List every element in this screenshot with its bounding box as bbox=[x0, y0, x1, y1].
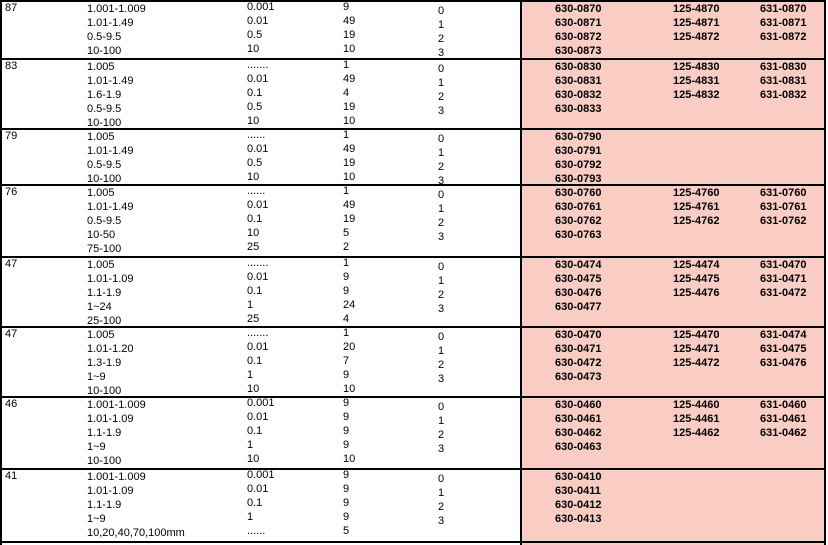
code-a-list bbox=[555, 60, 602, 116]
count-list-value: 10 bbox=[343, 115, 356, 127]
resolution-list-value: 10 bbox=[247, 227, 260, 239]
count-list-value: 9 bbox=[343, 369, 350, 381]
count-list-value: 49 bbox=[343, 143, 356, 155]
code-b-list-value: 125-4460 bbox=[673, 399, 720, 411]
code-a-list bbox=[555, 186, 602, 242]
range-list-value: 1.005 bbox=[87, 259, 115, 271]
resolution-list-value: 10 bbox=[247, 171, 260, 183]
count-list-value: 10 bbox=[343, 43, 356, 55]
code-c-list-value: 631-0830 bbox=[760, 61, 807, 73]
code-a-list-value: 630-0473 bbox=[555, 371, 602, 383]
count-list-value: 1 bbox=[343, 185, 350, 197]
range-list-value: 0.5-9.5 bbox=[87, 215, 122, 227]
resolution-list-value: 0.1 bbox=[247, 425, 263, 437]
code-a-list-value: 630-0471 bbox=[555, 343, 602, 355]
index-list-value: 0 bbox=[438, 133, 445, 145]
count-list-value: 10 bbox=[343, 453, 356, 465]
code-b-list-value: 125-4832 bbox=[673, 89, 720, 101]
resolution-list-value: 0.001 bbox=[247, 469, 275, 481]
code-a-list-value: 630-0412 bbox=[555, 499, 602, 511]
code-a-list-value: 630-0793 bbox=[555, 173, 602, 185]
index-list-value: 2 bbox=[438, 161, 445, 173]
index-list-value: 3 bbox=[438, 105, 445, 117]
count-list-value: 24 bbox=[343, 299, 356, 311]
range-list-value: 10-100 bbox=[87, 117, 122, 129]
range-list-value: 1.01-1.49 bbox=[87, 17, 134, 29]
code-a-list-value: 630-0870 bbox=[555, 3, 602, 15]
index-list-value: 0 bbox=[438, 401, 445, 413]
count-list-value: 9 bbox=[343, 425, 350, 437]
range-list-value: 1.6-1.9 bbox=[87, 89, 122, 101]
range-list-value: 0.5-9.5 bbox=[87, 159, 122, 171]
range-list-value: 1~9 bbox=[87, 371, 106, 383]
resolution-list bbox=[247, 58, 268, 128]
count-list bbox=[343, 0, 355, 56]
resolution-list-value: 1 bbox=[247, 369, 254, 381]
range-list-value: 0.5-9.5 bbox=[87, 31, 122, 43]
code-a-list-value: 630-0763 bbox=[555, 229, 602, 241]
resolution-list bbox=[247, 326, 268, 396]
code-a-list-value: 630-0831 bbox=[555, 75, 602, 87]
count-list bbox=[343, 58, 355, 128]
table-row bbox=[0, 468, 828, 543]
range-list-value: 75-100 bbox=[87, 243, 122, 255]
code-a-list-value: 630-0762 bbox=[555, 215, 602, 227]
index-list-value: 0 bbox=[438, 473, 445, 485]
range-list bbox=[87, 60, 133, 130]
resolution-list-value: 25 bbox=[247, 241, 260, 253]
code-a-list-value: 630-0463 bbox=[555, 441, 602, 453]
index-list bbox=[438, 472, 444, 528]
range-list-value: 1.001-1.009 bbox=[87, 471, 146, 483]
resolution-list-value: 0.5 bbox=[247, 29, 263, 41]
index-list-value: 0 bbox=[438, 261, 445, 273]
resolution-list-value: ....... bbox=[247, 327, 269, 339]
resolution-list-value: 0.1 bbox=[247, 213, 263, 225]
count-list-value: 9 bbox=[343, 411, 350, 423]
code-a-list-value: 630-0472 bbox=[555, 357, 602, 369]
code-a-list-value: 630-0761 bbox=[555, 201, 602, 213]
range-list-value: 1.01-1.20 bbox=[87, 343, 134, 355]
code-a-list-value: 630-0790 bbox=[555, 131, 602, 143]
range-list-value: 1.1-1.9 bbox=[87, 499, 122, 511]
resolution-list-value: 0.01 bbox=[247, 143, 269, 155]
count-list-value: 1 bbox=[343, 129, 350, 141]
range-list-value: 1.01-1.09 bbox=[87, 485, 134, 497]
range-list-value: 1~9 bbox=[87, 513, 106, 525]
code-b-list-value: 125-4830 bbox=[673, 61, 720, 73]
row-number: 41 bbox=[5, 470, 18, 482]
code-a-list-value: 630-0413 bbox=[555, 513, 602, 525]
resolution-list-value: 1 bbox=[247, 299, 254, 311]
resolution-list bbox=[247, 128, 268, 184]
range-list-value: 10-100 bbox=[87, 173, 122, 185]
resolution-list-value: 0.5 bbox=[247, 157, 263, 169]
row-number: 47 bbox=[5, 328, 18, 340]
range-list-value: 1~9 bbox=[87, 441, 106, 453]
count-list bbox=[343, 256, 355, 326]
code-a-list-value: 630-0462 bbox=[555, 427, 602, 439]
code-a-list-value: 630-0872 bbox=[555, 31, 602, 43]
index-list-value: 1 bbox=[438, 147, 445, 159]
count-list-value: 20 bbox=[343, 341, 356, 353]
code-b-list-value: 125-4475 bbox=[673, 273, 720, 285]
range-list-value: 10-100 bbox=[87, 455, 122, 467]
code-a-list-value: 630-0410 bbox=[555, 471, 602, 483]
table-row bbox=[0, 58, 828, 128]
code-b-list-value: 125-4461 bbox=[673, 413, 720, 425]
code-c-list bbox=[760, 258, 807, 300]
count-list-value: 49 bbox=[343, 15, 356, 27]
code-a-list-value: 630-0833 bbox=[555, 103, 602, 115]
row-number: 79 bbox=[5, 130, 18, 142]
resolution-list bbox=[247, 184, 268, 254]
code-c-list-value: 631-0470 bbox=[760, 259, 807, 271]
count-list-value: 1 bbox=[343, 59, 350, 71]
code-c-list-value: 631-0870 bbox=[760, 3, 807, 15]
count-list-value: 19 bbox=[343, 157, 356, 169]
resolution-list-value: 0.01 bbox=[247, 483, 269, 495]
count-list-value: 9 bbox=[343, 271, 350, 283]
range-list-value: 1.001-1.009 bbox=[87, 399, 146, 411]
resolution-list-value: ...... bbox=[247, 525, 266, 537]
count-list-value: 19 bbox=[343, 213, 356, 225]
range-list-value: 1.01-1.49 bbox=[87, 201, 134, 213]
count-list bbox=[343, 468, 349, 538]
count-list-value: 19 bbox=[343, 29, 356, 41]
index-list-value: 3 bbox=[438, 303, 445, 315]
code-c-list-value: 631-0471 bbox=[760, 273, 807, 285]
code-b-list-value: 125-4471 bbox=[673, 343, 720, 355]
index-list-value: 1 bbox=[438, 345, 445, 357]
index-list-value: 1 bbox=[438, 275, 445, 287]
code-a-list-value: 630-0832 bbox=[555, 89, 602, 101]
index-list bbox=[438, 188, 444, 244]
resolution-list-value: 0.01 bbox=[247, 341, 269, 353]
range-list-value: 25-100 bbox=[87, 315, 122, 327]
index-list bbox=[438, 400, 444, 456]
resolution-list-value: 0.01 bbox=[247, 15, 269, 27]
code-c-list-value: 631-0762 bbox=[760, 215, 807, 227]
code-c-list-value: 631-0476 bbox=[760, 357, 807, 369]
code-b-list-value: 125-4472 bbox=[673, 357, 720, 369]
code-a-list-value: 630-0830 bbox=[555, 61, 602, 73]
code-b-list-value: 125-4474 bbox=[673, 259, 720, 271]
code-b-list-value: 125-4871 bbox=[673, 17, 720, 29]
resolution-list-value: 0.1 bbox=[247, 355, 263, 367]
index-list-value: 0 bbox=[438, 5, 445, 17]
range-list-value: 1.005 bbox=[87, 61, 115, 73]
code-b-list-value: 125-4762 bbox=[673, 215, 720, 227]
count-list-value: 9 bbox=[343, 1, 350, 13]
range-list-value: 1.005 bbox=[87, 131, 115, 143]
table-row bbox=[0, 0, 828, 58]
count-list-value: 9 bbox=[343, 439, 350, 451]
index-list-value: 3 bbox=[438, 515, 445, 527]
code-b-list bbox=[673, 186, 720, 228]
range-list bbox=[87, 470, 185, 540]
index-list-value: 3 bbox=[438, 175, 445, 187]
row-number: 76 bbox=[5, 186, 18, 198]
code-c-list bbox=[760, 2, 807, 44]
resolution-list-value: 0.5 bbox=[247, 101, 263, 113]
index-list bbox=[438, 4, 444, 60]
code-c-list-value: 631-0460 bbox=[760, 399, 807, 411]
count-list bbox=[343, 184, 355, 254]
code-a-list-value: 630-0461 bbox=[555, 413, 602, 425]
index-list-value: 2 bbox=[438, 359, 445, 371]
range-list-value: 1.005 bbox=[87, 329, 115, 341]
code-a-list bbox=[555, 258, 602, 314]
range-list bbox=[87, 328, 133, 398]
code-a-list bbox=[555, 328, 602, 384]
resolution-list-value: ....... bbox=[247, 59, 269, 71]
resolution-list-value: ....... bbox=[247, 257, 269, 269]
code-c-list-value: 631-0761 bbox=[760, 201, 807, 213]
index-list-value: 1 bbox=[438, 203, 445, 215]
index-list-value: 0 bbox=[438, 331, 445, 343]
index-list-value: 2 bbox=[438, 91, 445, 103]
code-a-list-value: 630-0411 bbox=[555, 485, 601, 497]
count-list bbox=[343, 396, 355, 466]
resolution-list bbox=[247, 0, 275, 56]
count-list-value: 4 bbox=[343, 87, 350, 99]
code-b-list bbox=[673, 398, 720, 440]
resolution-list-value: 10 bbox=[247, 383, 260, 395]
count-list-value: 4 bbox=[343, 313, 350, 325]
resolution-list-value: 0.01 bbox=[247, 73, 269, 85]
range-list-value: 1.1-1.9 bbox=[87, 287, 122, 299]
index-list bbox=[438, 260, 444, 316]
resolution-list bbox=[247, 468, 275, 538]
index-list-value: 1 bbox=[438, 19, 445, 31]
code-b-list bbox=[673, 328, 720, 370]
code-a-list bbox=[555, 398, 602, 454]
code-c-list bbox=[760, 398, 807, 440]
count-list-value: 10 bbox=[343, 383, 356, 395]
range-list-value: 10-100 bbox=[87, 385, 122, 397]
count-list-value: 19 bbox=[343, 101, 356, 113]
count-list-value: 49 bbox=[343, 73, 356, 85]
index-list-value: 1 bbox=[438, 415, 445, 427]
range-list-value: 1.001-1.009 bbox=[87, 3, 146, 15]
range-list-value: 1.1-1.9 bbox=[87, 427, 122, 439]
code-b-list-value: 125-4470 bbox=[673, 329, 720, 341]
row-number: 46 bbox=[5, 398, 18, 410]
index-list-value: 3 bbox=[438, 373, 445, 385]
resolution-list bbox=[247, 256, 268, 326]
code-b-list-value: 125-4872 bbox=[673, 31, 720, 43]
code-a-list bbox=[555, 470, 602, 526]
range-list-value: 10,20,40,70,100mm bbox=[87, 527, 185, 539]
resolution-list-value: ...... bbox=[247, 185, 266, 197]
code-c-list bbox=[760, 186, 807, 228]
code-a-list-value: 630-0871 bbox=[555, 17, 602, 29]
resolution-list-value: 0.1 bbox=[247, 497, 263, 509]
count-list-value: 2 bbox=[343, 241, 350, 253]
count-list-value: 9 bbox=[343, 397, 350, 409]
resolution-list-value: 10 bbox=[247, 115, 260, 127]
count-list-value: 9 bbox=[343, 497, 350, 509]
count-list-value: 7 bbox=[343, 355, 350, 367]
code-c-list-value: 631-0831 bbox=[760, 75, 807, 87]
count-list-value: 9 bbox=[343, 285, 350, 297]
resolution-list-value: 0.001 bbox=[247, 397, 275, 409]
code-a-list-value: 630-0475 bbox=[555, 273, 602, 285]
index-list-value: 2 bbox=[438, 501, 445, 513]
index-list bbox=[438, 330, 444, 386]
code-b-list-value: 125-4462 bbox=[673, 427, 720, 439]
index-list-value: 0 bbox=[438, 189, 445, 201]
code-a-list-value: 630-0792 bbox=[555, 159, 602, 171]
code-a-list-value: 630-0873 bbox=[555, 45, 602, 57]
range-list bbox=[87, 186, 133, 256]
row-number: 47 bbox=[5, 258, 18, 270]
code-a-list-value: 630-0474 bbox=[555, 259, 602, 271]
resolution-list-value: 0.1 bbox=[247, 285, 263, 297]
range-list-value: 1~24 bbox=[87, 301, 112, 313]
table-row bbox=[0, 396, 828, 468]
table-row bbox=[0, 326, 828, 396]
code-b-list-value: 125-4760 bbox=[673, 187, 720, 199]
code-c-list-value: 631-0872 bbox=[760, 31, 807, 43]
range-list bbox=[87, 2, 146, 58]
code-a-list-value: 630-0476 bbox=[555, 287, 602, 299]
index-list-value: 3 bbox=[438, 47, 445, 59]
range-list-value: 1.01-1.49 bbox=[87, 145, 134, 157]
code-c-list-value: 631-0462 bbox=[760, 427, 807, 439]
code-c-list-value: 631-0472 bbox=[760, 287, 807, 299]
index-list-value: 2 bbox=[438, 429, 445, 441]
index-list bbox=[438, 132, 444, 188]
resolution-list-value: 0.01 bbox=[247, 411, 269, 423]
range-list-value: 1.3-1.9 bbox=[87, 357, 122, 369]
resolution-list-value: 0.1 bbox=[247, 87, 263, 99]
resolution-list-value: 1 bbox=[247, 439, 254, 451]
code-b-list bbox=[673, 258, 720, 300]
range-list bbox=[87, 398, 146, 468]
range-list-value: 1.01-1.09 bbox=[87, 413, 134, 425]
table-row bbox=[0, 128, 828, 187]
row-number: 87 bbox=[5, 2, 18, 14]
resolution-list-value: 0.001 bbox=[247, 1, 275, 13]
code-a-list bbox=[555, 130, 602, 186]
code-a-list-value: 630-0470 bbox=[555, 329, 602, 341]
count-list-value: 1 bbox=[343, 327, 350, 339]
range-list bbox=[87, 130, 133, 186]
code-a-list-value: 630-0760 bbox=[555, 187, 602, 199]
resolution-list-value: 10 bbox=[247, 453, 260, 465]
range-list-value: 10-100 bbox=[87, 45, 122, 57]
count-list-value: 5 bbox=[343, 525, 350, 537]
code-b-list bbox=[673, 60, 720, 102]
range-list-value: 0.5-9.5 bbox=[87, 103, 122, 115]
row-number: 83 bbox=[5, 60, 18, 72]
index-list-value: 0 bbox=[438, 63, 445, 75]
code-b-list-value: 125-4476 bbox=[673, 287, 720, 299]
code-c-list-value: 631-0760 bbox=[760, 187, 807, 199]
table-row bbox=[0, 184, 828, 256]
count-list-value: 49 bbox=[343, 199, 356, 211]
count-list-value: 1 bbox=[343, 257, 350, 269]
resolution-list-value: ...... bbox=[247, 129, 266, 141]
code-c-list-value: 631-0461 bbox=[760, 413, 807, 425]
count-list bbox=[343, 326, 355, 396]
range-list bbox=[87, 258, 133, 328]
resolution-list-value: 25 bbox=[247, 313, 260, 325]
code-a-list-value: 630-0791 bbox=[555, 145, 602, 157]
range-list-value: 1.01-1.09 bbox=[87, 273, 134, 285]
index-list-value: 1 bbox=[438, 77, 445, 89]
code-c-list-value: 631-0474 bbox=[760, 329, 807, 341]
range-list-value: 10-50 bbox=[87, 229, 116, 241]
resolution-list-value: 0.01 bbox=[247, 271, 269, 283]
code-b-list-value: 125-4870 bbox=[673, 3, 720, 15]
table-row bbox=[0, 256, 828, 326]
code-c-list-value: 631-0832 bbox=[760, 89, 807, 101]
code-b-list-value: 125-4831 bbox=[673, 75, 720, 87]
index-list-value: 3 bbox=[438, 231, 445, 243]
count-list-value: 9 bbox=[343, 469, 350, 481]
resolution-list-value: 10 bbox=[247, 43, 260, 55]
index-list-value: 2 bbox=[438, 289, 445, 301]
code-a-list bbox=[555, 2, 602, 58]
count-list-value: 9 bbox=[343, 483, 350, 495]
count-list-value: 5 bbox=[343, 227, 350, 239]
resolution-list bbox=[247, 396, 275, 466]
count-list bbox=[343, 128, 355, 184]
index-list bbox=[438, 62, 444, 118]
code-b-list bbox=[673, 2, 720, 44]
index-list-value: 2 bbox=[438, 33, 445, 45]
index-list-value: 2 bbox=[438, 217, 445, 229]
index-list-value: 3 bbox=[438, 443, 445, 455]
range-list-value: 1.01-1.49 bbox=[87, 75, 134, 87]
code-c-list bbox=[760, 60, 807, 102]
count-list-value: 9 bbox=[343, 511, 350, 523]
code-b-list-value: 125-4761 bbox=[673, 201, 720, 213]
code-c-list-value: 631-0871 bbox=[760, 17, 807, 29]
index-list-value: 1 bbox=[438, 487, 445, 499]
resolution-list-value: 0.01 bbox=[247, 199, 269, 211]
range-list-value: 1.005 bbox=[87, 187, 115, 199]
count-list-value: 10 bbox=[343, 171, 356, 183]
code-c-list bbox=[760, 328, 807, 370]
code-a-list-value: 630-0460 bbox=[555, 399, 602, 411]
code-c-list-value: 631-0475 bbox=[760, 343, 807, 355]
resolution-list-value: 1 bbox=[247, 511, 254, 523]
code-a-list-value: 630-0477 bbox=[555, 301, 602, 313]
